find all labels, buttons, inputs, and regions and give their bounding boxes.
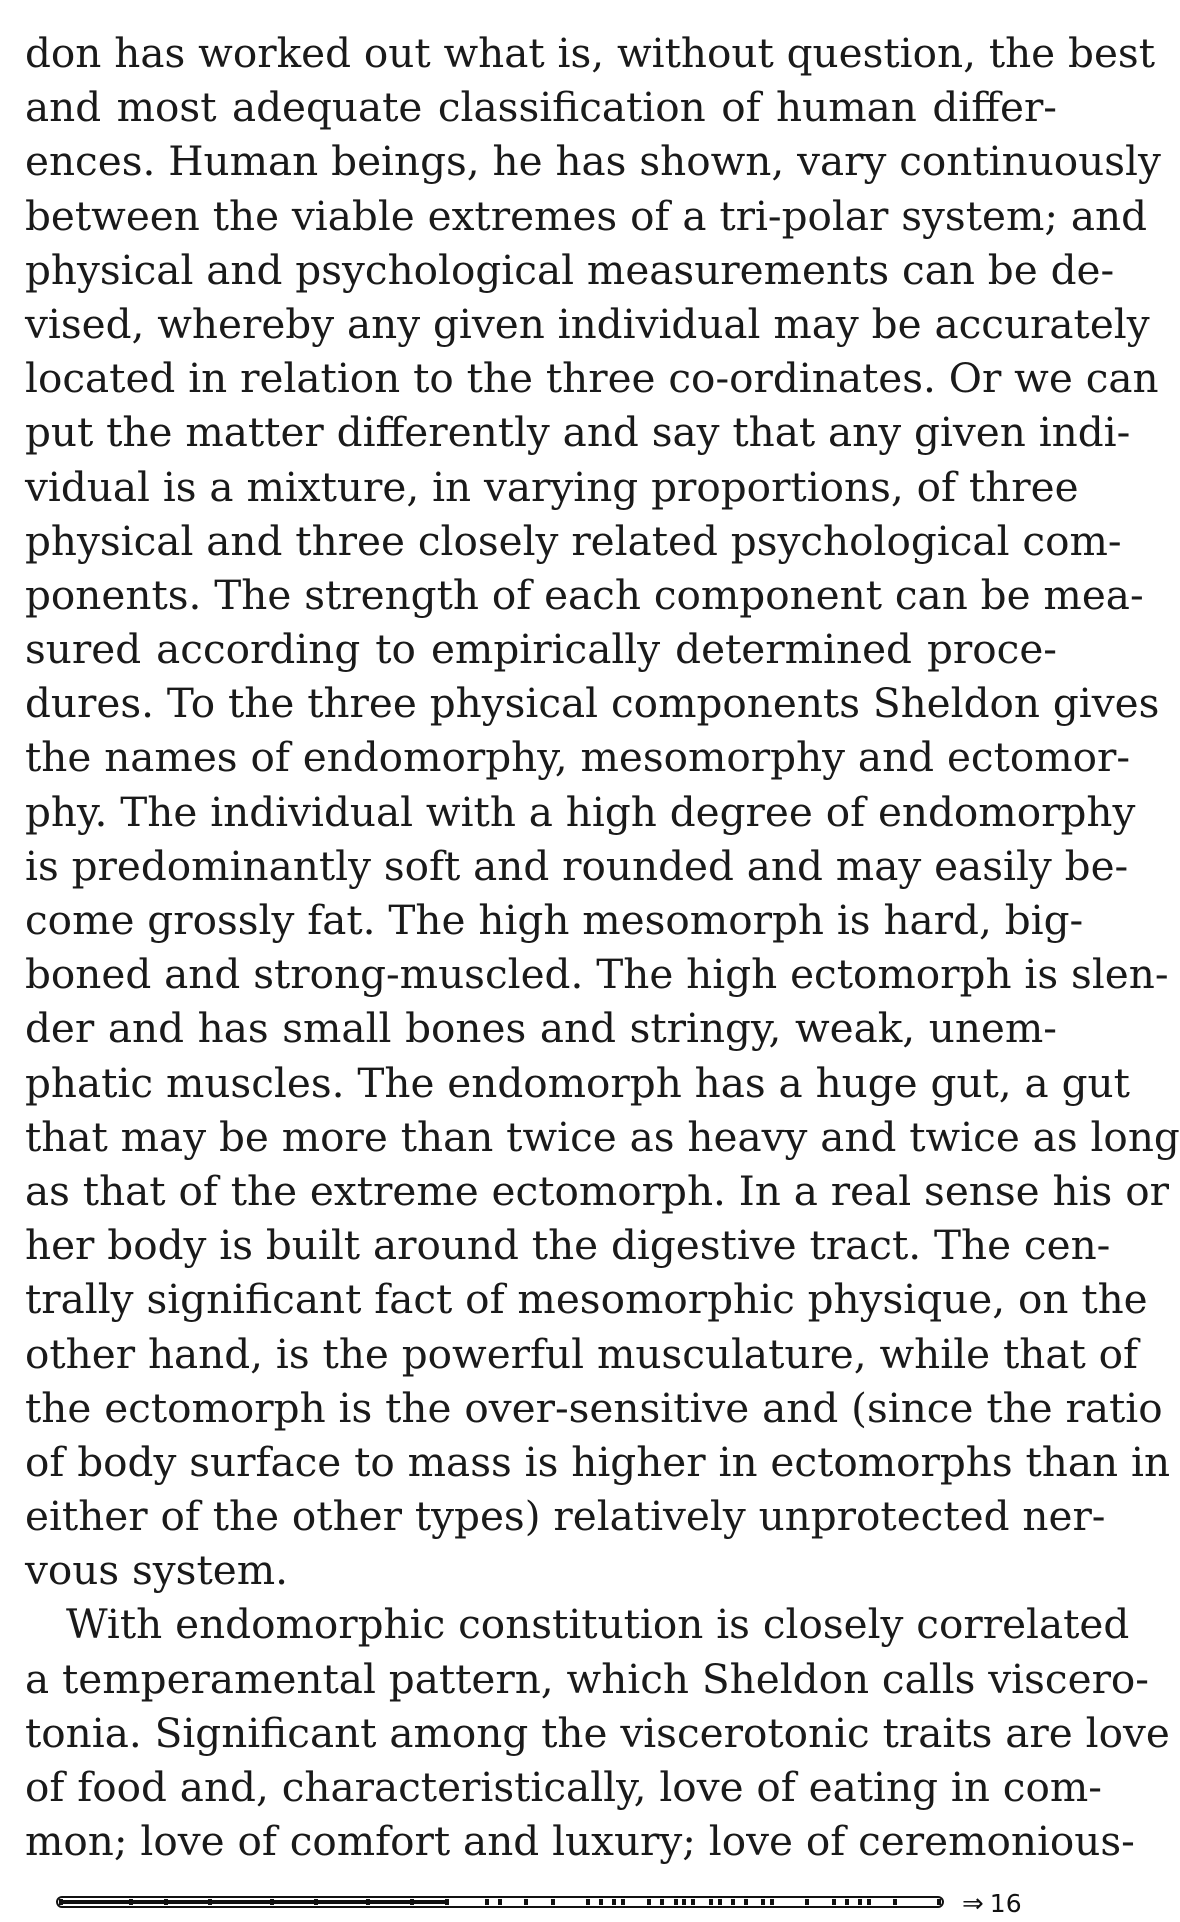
text-line: come grossly fat. The high mesomorph is hard, big- xyxy=(25,896,1084,944)
chapter-mark xyxy=(744,1899,748,1905)
text-line: between the viable extremes of a tri-polar system; and xyxy=(25,191,1148,240)
text-line: of food and, characteristically, love of eating in com- xyxy=(25,1763,1102,1811)
chapter-mark xyxy=(164,1899,168,1905)
chapter-mark xyxy=(718,1899,722,1905)
pages-left-value: 16 xyxy=(989,1889,1022,1918)
text-line: of body surface to mass is higher in ectomorphs than in xyxy=(25,1437,1171,1486)
text-line: as that of the extreme ectomorph. In a real sense his or xyxy=(25,1166,1169,1215)
chapter-mark xyxy=(59,1899,63,1905)
chapter-mark xyxy=(691,1899,695,1905)
chapter-mark xyxy=(599,1899,603,1905)
text-line: trally significant fact of mesomorphic physique, on the xyxy=(25,1275,1148,1324)
reader-footer xyxy=(0,1886,1080,1920)
text-line: vised, whereby any given individual may be accurately xyxy=(25,299,1150,348)
text-line: ponents. The strength of each component can be mea- xyxy=(25,570,1144,619)
chapter-mark xyxy=(770,1899,774,1905)
chapter-mark xyxy=(621,1899,625,1905)
chapter-mark xyxy=(129,1899,133,1905)
chapter-mark xyxy=(586,1899,590,1905)
text-line: put the matter differently and say that any given indi- xyxy=(25,408,1131,457)
chapter-mark xyxy=(832,1899,836,1905)
chapter-mark xyxy=(647,1899,651,1905)
chapter-mark xyxy=(524,1899,528,1905)
chapter-mark xyxy=(498,1899,502,1905)
text-line: located in relation to the three co-ordinates. Or we can xyxy=(25,354,1159,403)
chapter-mark xyxy=(660,1899,664,1905)
text-line: sured according to empirically determined proce- xyxy=(25,625,1057,674)
text-line: tonia. Significant among the viscerotonic traits are love xyxy=(25,1708,1170,1757)
book-progress-bar[interactable] xyxy=(56,1896,944,1908)
text-line: der and has small bones and stringy, weak, unem- xyxy=(25,1004,1057,1053)
text-line: the ectomorph is the over-sensitive and (since the ratio xyxy=(25,1383,1163,1432)
text-line: dures. To the three physical components Sheldon gives xyxy=(25,679,1160,728)
chapter-mark xyxy=(612,1899,616,1905)
arrow-right-icon: ⇒ xyxy=(962,1889,984,1919)
chapter-mark xyxy=(674,1899,678,1905)
text-line: phy. The individual with a high degree of endomorphy xyxy=(25,787,1136,836)
chapter-mark xyxy=(551,1899,555,1905)
text-line: that may be more than twice as heavy and twice as long xyxy=(25,1112,1180,1161)
chapter-mark xyxy=(858,1899,862,1905)
text-line: vous system. xyxy=(25,1546,288,1595)
pages-left-indicator[interactable] xyxy=(962,1886,1022,1920)
text-line: other hand, is the powerful musculature, while that of xyxy=(25,1329,1139,1378)
progress-fill xyxy=(61,1900,447,1904)
chapter-mark xyxy=(366,1899,370,1905)
text-line: phatic muscles. The endomorph has a huge gut, a gut xyxy=(25,1058,1130,1107)
text-line: and most adequate classification of human differ- xyxy=(25,83,1057,132)
chapter-mark xyxy=(314,1899,318,1905)
text-line: vidual is a mixture, in varying proportions, of three xyxy=(25,462,1079,511)
chapter-mark xyxy=(867,1899,871,1905)
chapter-mark xyxy=(208,1899,212,1905)
chapter-mark xyxy=(805,1899,809,1905)
text-line: don has worked out what is, without question, the best xyxy=(25,29,1155,77)
text-line: the names of endomorphy, mesomorphy and ectomor- xyxy=(25,733,1131,782)
text-line: physical and three closely related psychological com- xyxy=(25,516,1122,565)
chapter-mark xyxy=(410,1899,414,1905)
chapter-mark xyxy=(709,1899,713,1905)
text-line: a temperamental pattern, which Sheldon calls viscero- xyxy=(25,1654,1149,1703)
chapter-mark xyxy=(485,1899,489,1905)
text-line: mon; love of comfort and luxury; love of ceremonious- xyxy=(25,1817,1135,1866)
text-line: her body is built around the digestive tract. The cen- xyxy=(25,1221,1111,1270)
chapter-mark xyxy=(270,1899,274,1905)
chapter-mark xyxy=(761,1899,765,1905)
text-line: boned and strong-muscled. The high ectomorph is slen- xyxy=(25,950,1169,999)
book-page-text xyxy=(25,26,1180,1866)
text-line: ences. Human beings, he has shown, vary continuously xyxy=(25,137,1161,186)
chapter-mark xyxy=(445,1899,449,1905)
chapter-mark xyxy=(893,1899,897,1905)
text-line: is predominantly soft and rounded and may easily be- xyxy=(25,841,1129,890)
chapter-mark xyxy=(682,1899,686,1905)
chapter-mark xyxy=(937,1899,941,1905)
text-line: With endomorphic constitution is closely correlated xyxy=(66,1600,1130,1649)
text-line: either of the other types) relatively unprotected ner- xyxy=(25,1492,1106,1541)
chapter-mark xyxy=(731,1899,735,1905)
text-line: physical and psychological measurements can be de- xyxy=(25,245,1115,294)
chapter-mark xyxy=(845,1899,849,1905)
